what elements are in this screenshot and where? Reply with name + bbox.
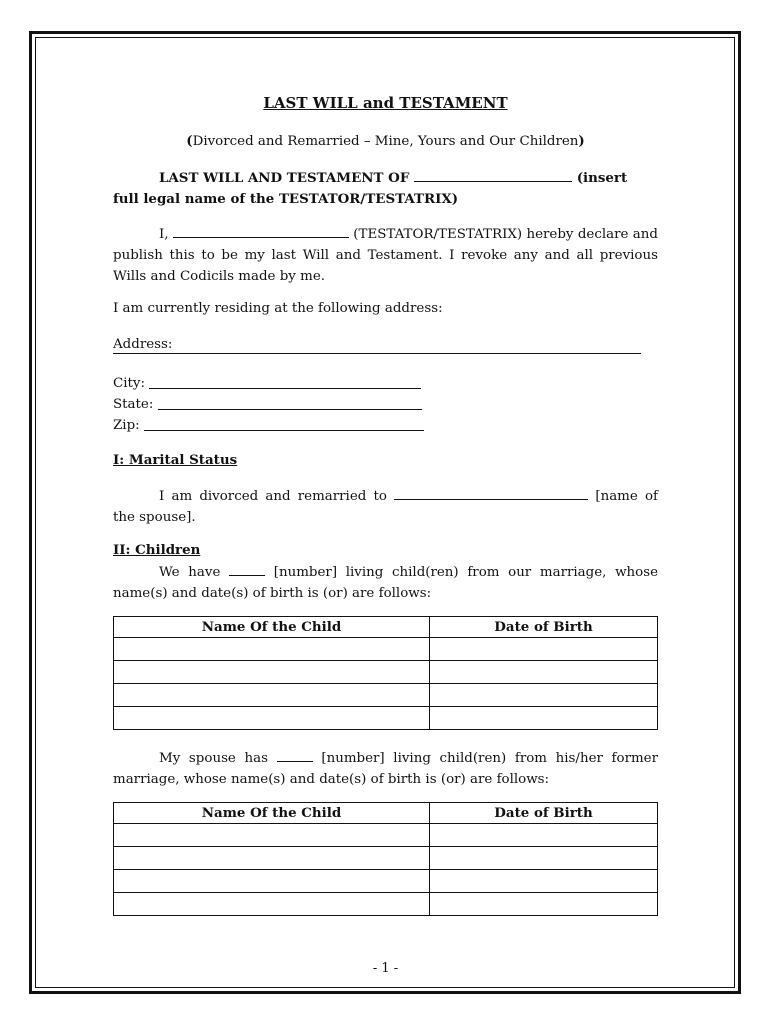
subtitle-close-paren: ): [578, 133, 585, 149]
spouse-children-paragraph: [113, 747, 658, 790]
date-of-birth-cell[interactable]: [430, 661, 658, 684]
column-header-child-name: Name Of the Child: [114, 617, 430, 638]
date-of-birth-cell[interactable]: [430, 824, 658, 847]
child-name-cell[interactable]: [114, 870, 430, 893]
column-header-date-of-birth: Date of Birth: [430, 617, 658, 638]
city-field: [113, 373, 421, 394]
spouse-children-count-blank[interactable]: [277, 747, 313, 762]
child-name-cell[interactable]: [114, 707, 430, 730]
testament-heading-prefix: LAST WILL AND TESTAMENT OF: [159, 170, 410, 186]
state-field: [113, 394, 422, 415]
spouse-children-text-start: My spouse has: [159, 751, 268, 766]
table-row: [114, 893, 658, 916]
residing-statement: I am currently residing at the following address:: [113, 301, 443, 316]
table-row: [114, 824, 658, 847]
date-of-birth-cell[interactable]: [430, 893, 658, 916]
city-label: City:: [113, 376, 145, 391]
zip-label: Zip:: [113, 418, 140, 433]
child-name-cell[interactable]: [114, 847, 430, 870]
testator-name-blank[interactable]: [414, 167, 572, 182]
document-title: LAST WILL and TESTAMENT: [263, 94, 508, 112]
child-name-cell[interactable]: [114, 661, 430, 684]
child-name-cell[interactable]: [114, 638, 430, 661]
children-text-end: [number] living child(ren) from our marriage, whose name(s) and date(s) of birth is (or) are follows:: [113, 565, 659, 601]
zip-blank[interactable]: [144, 416, 424, 431]
table-row: [114, 661, 658, 684]
state-blank[interactable]: [158, 395, 422, 410]
child-name-cell[interactable]: [114, 893, 430, 916]
table-row: [114, 870, 658, 893]
spouse-name-blank[interactable]: [394, 485, 588, 500]
section-children-heading: II: Children: [113, 542, 201, 558]
marital-status-text-end: [name of the spouse].: [113, 489, 658, 525]
date-of-birth-cell[interactable]: [430, 638, 658, 661]
spouse-children-text-end: [number] living child(ren) from his/her former marriage, whose name(s) and date(s) of birth is (or) are follows:: [113, 751, 658, 787]
testament-heading: [113, 167, 658, 210]
table-header-row: [114, 617, 658, 638]
subtitle-open-paren: (: [186, 133, 193, 149]
date-of-birth-cell[interactable]: [430, 847, 658, 870]
declaration-rest: (TESTATOR/TESTATRIX) hereby declare and publish this to be my last Will and Testament. I revoke any and all previous Wills and Codicils made by me.: [113, 227, 658, 284]
marital-status-text-start: I am divorced and remarried to: [159, 489, 387, 504]
state-label: State:: [113, 397, 154, 412]
children-count-blank[interactable]: [229, 561, 265, 576]
declaration-start: I,: [159, 227, 169, 242]
declaration-paragraph: [113, 223, 658, 287]
table-row: [114, 638, 658, 661]
address-line[interactable]: [113, 353, 641, 354]
city-blank[interactable]: [149, 374, 421, 389]
table-row: [114, 684, 658, 707]
document-subtitle: [113, 131, 658, 152]
testament-heading-line1: [113, 167, 658, 189]
section-marital-status-heading: I: Marital Status: [113, 452, 238, 468]
page-number: - 1 -: [372, 961, 399, 976]
children-paragraph: [113, 561, 658, 604]
date-of-birth-cell[interactable]: [430, 684, 658, 707]
testament-heading-suffix: (insert: [576, 170, 628, 186]
table-header-row: [114, 803, 658, 824]
column-header-date-of-birth: Date of Birth: [430, 803, 658, 824]
zip-field: [113, 415, 424, 436]
address-label: Address:: [113, 337, 173, 352]
table-row: [114, 707, 658, 730]
children-table: [113, 616, 658, 730]
children-text-start: We have: [159, 565, 221, 580]
subtitle-text: Divorced and Remarried – Mine, Yours and Our Children: [192, 134, 579, 149]
marital-status-paragraph: [113, 485, 658, 528]
spouse-children-table: [113, 802, 658, 916]
child-name-cell[interactable]: [114, 824, 430, 847]
date-of-birth-cell[interactable]: [430, 707, 658, 730]
child-name-cell[interactable]: [114, 684, 430, 707]
declarant-name-blank[interactable]: [173, 223, 349, 238]
column-header-child-name: Name Of the Child: [114, 803, 430, 824]
testament-heading-line2: full legal name of the TESTATOR/TESTATRIX): [113, 191, 459, 207]
date-of-birth-cell[interactable]: [430, 870, 658, 893]
table-row: [114, 847, 658, 870]
